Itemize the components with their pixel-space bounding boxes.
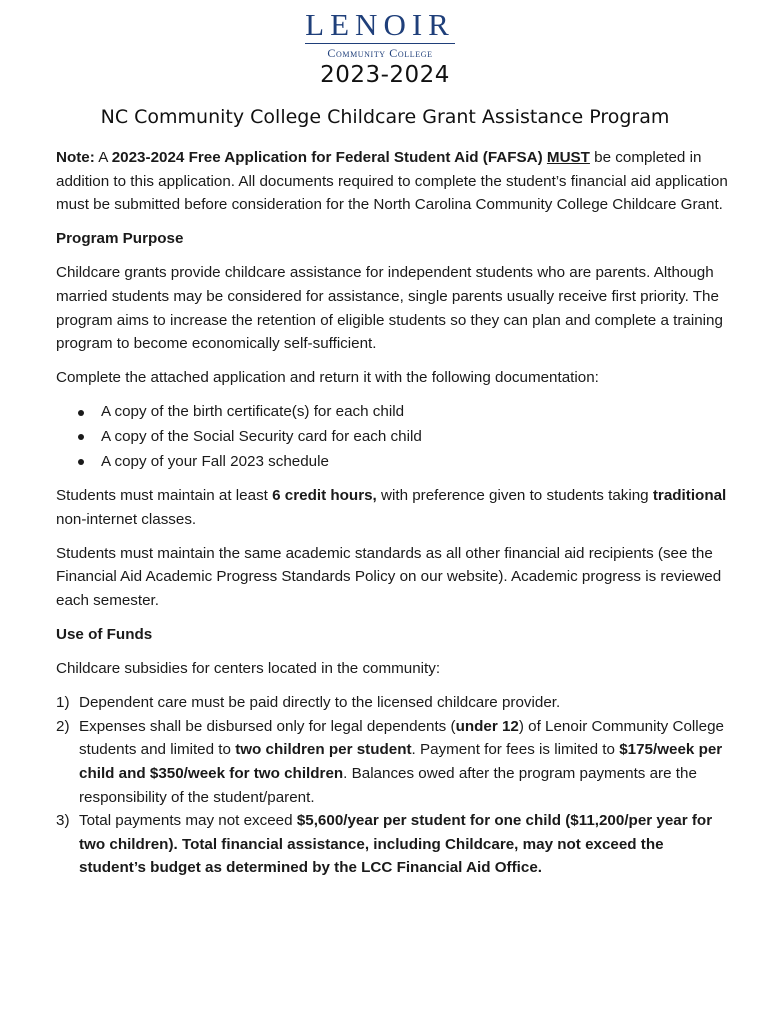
funds-item-2-bold-1: under 12 xyxy=(455,717,519,735)
academic-year: 2023-2024 xyxy=(320,62,450,88)
funds-item-3-bold-1: $5,600/year per student for one child ($11,200/per year for two children). Total financial assistance, including Childcare, may not exceed the student’s budget as determined by the LCC Financial Aid Office. xyxy=(79,812,713,877)
note-must: MUST xyxy=(546,149,590,166)
academic-standards-paragraph: Students must maintain the same academic standards as all other financial aid recipients (see the Financial Aid Academic Progress Standards Policy on our website). Academic progress is reviewed each semester. xyxy=(56,544,722,609)
note-fafsa: 2023-2024 Free Application for Federal Student Aid (FAFSA) xyxy=(111,149,543,166)
program-purpose-text: Childcare grants provide childcare assistance for independent students who are parents. Although married students may be considered for assistance, single parents usually receive first priority. The program aims to increase the retention of eligible students so they can plan and complete a training program to become economically self-sufficient. xyxy=(56,264,723,353)
credit-hours-paragraph xyxy=(56,484,728,531)
logo-text-start: LEN xyxy=(305,7,384,42)
list-number: 3) xyxy=(56,812,70,830)
funds-item-2 xyxy=(56,715,728,809)
funds-item-2-text-3: . Payment for fees is limited to xyxy=(411,741,620,759)
credit-text-3: non-internet classes. xyxy=(56,510,197,528)
funds-item-2-text-1: Expenses shall be disbursed only for legal dependents ( xyxy=(79,717,456,735)
funds-item-3 xyxy=(56,809,728,880)
list-item: A copy of your Fall 2023 schedule xyxy=(101,450,728,475)
list-item: A copy of the Social Security card for each child xyxy=(101,425,728,450)
funds-item-2-text-2: ) of Lenoir Community College students and limited to xyxy=(79,717,724,759)
funds-item-2-text-4: . Balances owed after the program payments are the responsibility of the student/parent. xyxy=(79,765,697,806)
logo-subtitle: Community College xyxy=(327,46,433,60)
logo-text-o: O xyxy=(383,7,412,42)
document-title: NC Community College Childcare Grant Assistance Program xyxy=(100,106,670,128)
logo-wordmark xyxy=(300,8,460,42)
logo-divider xyxy=(305,43,455,44)
credit-traditional: traditional xyxy=(652,487,727,505)
credit-text-2: with preference given to students taking xyxy=(376,487,653,505)
list-number: 2) xyxy=(56,717,70,735)
note-label: Note: xyxy=(56,149,95,166)
funds-item-1 xyxy=(56,691,728,715)
note-text-3: be completed in addition to this application. All documents required to complete the student’s financial aid application must be submitted before consideration for the North Carolina Community College Childcare Grant. xyxy=(56,149,728,214)
note-paragraph xyxy=(56,146,728,217)
credit-hours: 6 credit hours, xyxy=(272,487,377,505)
funds-item-2-bold-2: two children per student xyxy=(235,741,412,759)
documentation-intro: Complete the attached application and return it with the following documentation: xyxy=(56,369,599,387)
credit-text-1: Students must maintain at least xyxy=(56,487,273,505)
funds-item-1-text: Dependent care must be paid directly to the licensed childcare provider. xyxy=(79,694,561,712)
list-item: A copy of the birth certificate(s) for each child xyxy=(101,400,728,425)
funds-list xyxy=(56,691,728,880)
note-text-1: A xyxy=(94,149,112,166)
program-purpose-heading: Program Purpose xyxy=(56,230,184,248)
list-number: 1) xyxy=(56,694,70,712)
use-of-funds-heading: Use of Funds xyxy=(56,626,153,644)
funds-item-2-bold-3: $175/week per child and $350/week for two children xyxy=(79,741,723,783)
document-body xyxy=(56,146,728,880)
use-of-funds-intro: Childcare subsidies for centers located in the community: xyxy=(56,660,441,678)
college-logo xyxy=(300,8,460,60)
documentation-list xyxy=(56,400,728,474)
funds-item-3-text-1: Total payments may not exceed xyxy=(79,812,297,830)
logo-text-end: IR xyxy=(411,7,455,42)
